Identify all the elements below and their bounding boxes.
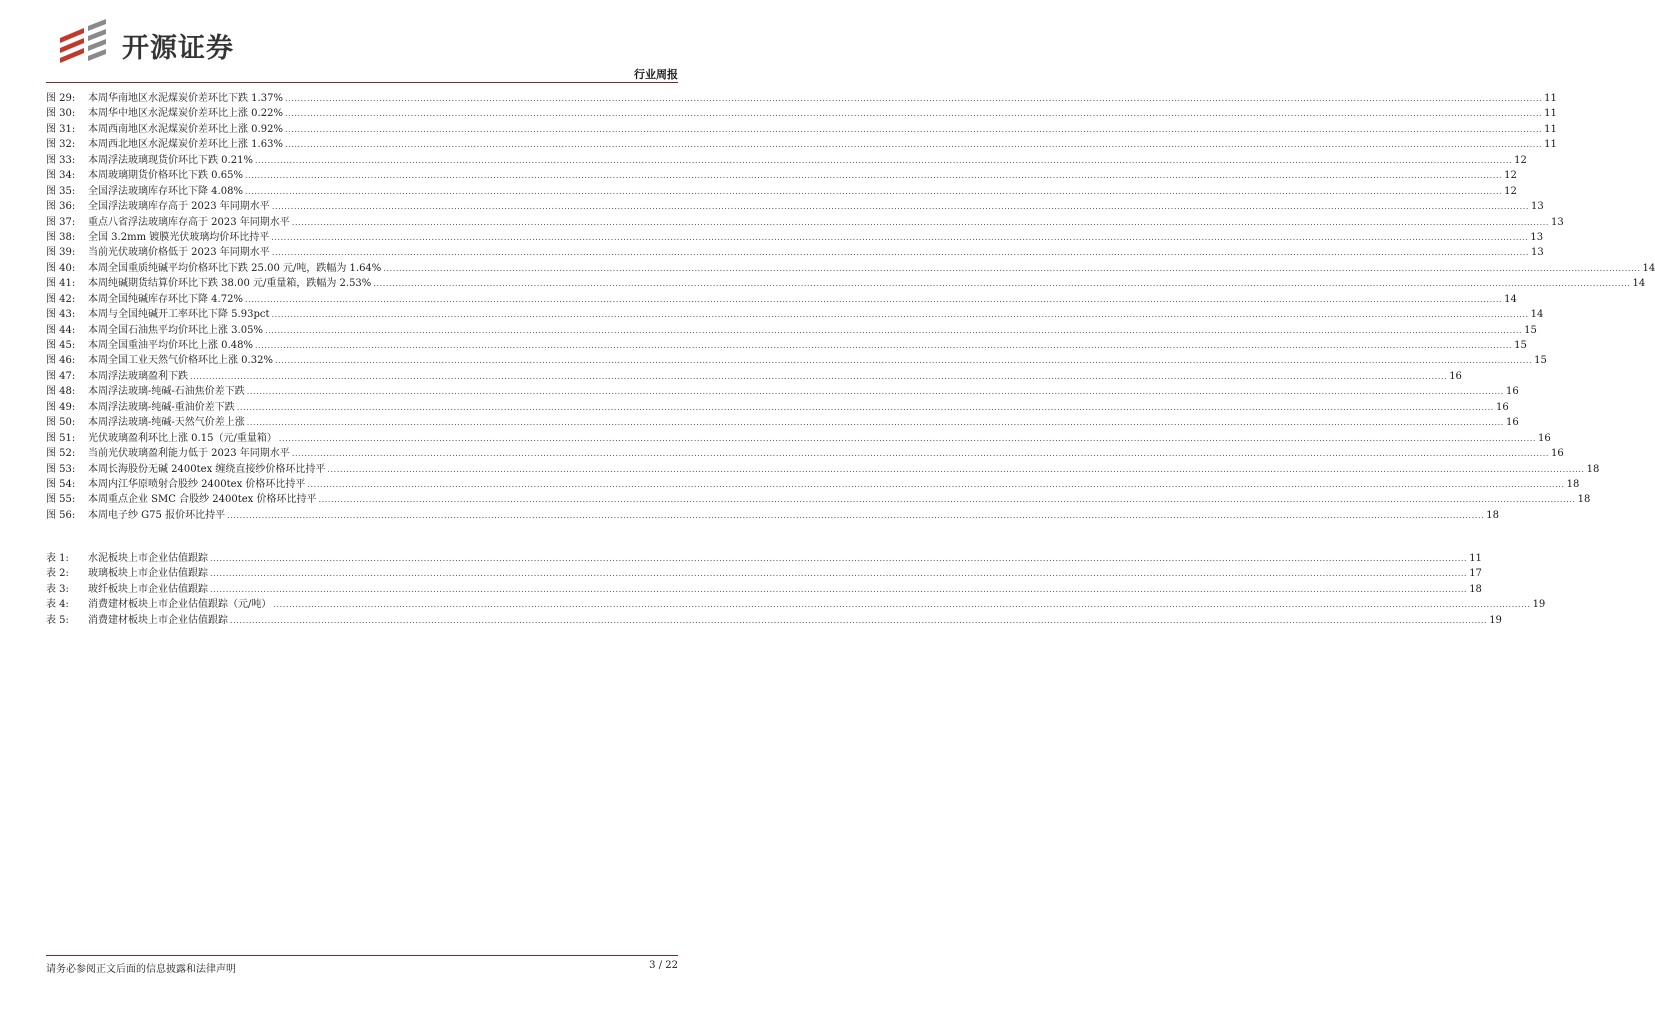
entry-label: 表 3: — [46, 583, 69, 595]
header-divider — [46, 82, 678, 83]
entry-label: 图 49: — [46, 401, 76, 413]
entry-page-number: 16 — [1505, 417, 1519, 429]
dot-leader: ................................................................................................................................................................................................................................................................................................................................................................................................................ — [246, 418, 1504, 428]
dot-leader: ................................................................................................................................................................................................................................................................................................................................................................................................................ — [271, 310, 1529, 320]
entry-title: 本周华中地区水泥煤炭价差环比上涨 0.22% — [88, 108, 283, 120]
entry-title: 本周西北地区水泥煤炭价差环比上涨 1.63% — [88, 139, 283, 151]
table-entry[interactable] — [46, 595, 1546, 611]
figure-entry[interactable] — [46, 398, 1509, 413]
table-entry[interactable] — [46, 564, 1482, 580]
table-entry[interactable] — [46, 549, 1482, 564]
entry-label: 图 45: — [46, 340, 76, 351]
footer-divider — [46, 955, 678, 956]
entry-label: 图 55: — [46, 494, 76, 506]
figure-entry[interactable] — [46, 197, 1544, 213]
entry-title: 消费建材板块上市企业估值跟踪 — [88, 614, 228, 626]
dot-leader: ................................................................................................................................................................................................................................................................................................................................................................................................................ — [210, 584, 1468, 594]
dot-leader: ................................................................................................................................................................................................................................................................................................................................................................................................................ — [210, 569, 1468, 579]
logo-mark-icon — [60, 19, 106, 63]
entry-page-number: 16 — [1495, 401, 1509, 413]
entry-title: 全国浮法玻璃库存环比下降 4.08% — [88, 185, 243, 197]
figure-entry[interactable] — [46, 475, 1580, 490]
entry-title: 本周浮法玻璃盈利下跌 — [88, 370, 188, 382]
figure-entry[interactable] — [46, 166, 1517, 182]
dot-leader: ................................................................................................................................................................................................................................................................................................................................................................................................................ — [244, 171, 1503, 181]
entry-label: 图 31: — [46, 123, 76, 135]
entry-page-number: 15 — [1514, 340, 1527, 351]
dot-leader: ................................................................................................................................................................................................................................................................................................................................................................................................................ — [383, 263, 1641, 273]
dot-leader: ................................................................................................................................................................................................................................................................................................................................................................................................................ — [273, 600, 1531, 610]
figure-entry[interactable] — [46, 243, 1544, 259]
entry-title: 本周全国工业天然气价格环比上涨 0.32% — [88, 355, 273, 367]
figure-index-list — [46, 89, 1655, 521]
entry-page-number: 18 — [1566, 478, 1580, 490]
entry-label: 图 51: — [46, 432, 76, 444]
dot-leader: ................................................................................................................................................................................................................................................................................................................................................................................................................ — [271, 202, 1529, 212]
figure-entry[interactable] — [46, 213, 1564, 228]
entry-page-number: 11 — [1544, 123, 1557, 135]
entry-title: 本周浮法玻璃-纯碱-重油价差下跌 — [88, 401, 235, 413]
dot-leader: ................................................................................................................................................................................................................................................................................................................................................................................................................ — [254, 155, 1513, 165]
figure-entry[interactable] — [46, 460, 1600, 475]
figure-entry[interactable] — [46, 182, 1517, 197]
dot-leader: ................................................................................................................................................................................................................................................................................................................................................................................................................ — [230, 615, 1488, 625]
entry-page-number: 14 — [1632, 278, 1646, 290]
entry-page-number: 18 — [1586, 463, 1600, 475]
entry-page-number: 18 — [1577, 494, 1591, 506]
entry-page-number: 13 — [1531, 201, 1544, 213]
entry-label: 表 5: — [46, 614, 69, 626]
dot-leader: ................................................................................................................................................................................................................................................................................................................................................................................................................ — [254, 341, 1513, 350]
document-type-label: 行业周报 — [634, 68, 678, 81]
dot-leader: ................................................................................................................................................................................................................................................................................................................................................................................................................ — [274, 356, 1533, 366]
entry-title: 本周全国纯碱库存环比下降 4.72% — [88, 293, 243, 305]
entry-page-number: 11 — [1544, 139, 1557, 151]
entry-page-number: 17 — [1469, 568, 1482, 580]
entry-title: 本周重点企业 SMC 合股纱 2400tex 价格环比持平 — [88, 494, 317, 506]
dot-leader: ................................................................................................................................................................................................................................................................................................................................................................................................................ — [190, 371, 1448, 381]
dot-leader: ................................................................................................................................................................................................................................................................................................................................................................................................................ — [278, 433, 1537, 443]
dot-leader: ................................................................................................................................................................................................................................................................................................................................................................................................................ — [284, 124, 1543, 134]
entry-page-number: 14 — [1530, 309, 1544, 321]
entry-page-number: 14 — [1642, 262, 1655, 274]
entry-label: 图 54: — [46, 478, 76, 490]
figure-entry[interactable] — [46, 382, 1519, 398]
entry-title: 消费建材板块上市企业估值跟踪（元/吨） — [88, 599, 272, 611]
figure-entry[interactable] — [46, 506, 1499, 521]
entry-label: 图 53: — [46, 463, 76, 475]
entry-page-number: 11 — [1544, 93, 1557, 104]
entry-page-number: 16 — [1505, 386, 1519, 398]
entry-title: 本周电子纱 G75 报价环比持平 — [88, 509, 226, 521]
entry-label: 图 29: — [46, 93, 76, 104]
figure-entry[interactable] — [46, 135, 1557, 151]
entry-title: 重点八省浮法玻璃库存高于 2023 年同期水平 — [88, 216, 290, 228]
logo-text: 开源证券 — [122, 33, 234, 64]
entry-label: 表 1: — [46, 553, 69, 564]
entry-title: 水泥板块上市企业估值跟踪 — [88, 553, 208, 564]
figure-entry[interactable] — [46, 274, 1646, 290]
entry-label: 图 40: — [46, 262, 76, 274]
dot-leader: ................................................................................................................................................................................................................................................................................................................................................................................................................ — [210, 554, 1468, 563]
entry-title: 本周全国重油平均价环比上涨 0.48% — [88, 340, 253, 351]
entry-page-number: 13 — [1531, 247, 1544, 259]
entry-label: 图 37: — [46, 216, 76, 228]
figure-entry[interactable] — [46, 104, 1557, 120]
entry-page-number: 11 — [1544, 108, 1557, 120]
dot-leader: ................................................................................................................................................................................................................................................................................................................................................................................................................ — [264, 325, 1523, 335]
entry-label: 图 33: — [46, 154, 76, 166]
entry-title: 本周华南地区水泥煤炭价差环比下跌 1.37% — [88, 93, 283, 104]
entry-page-number: 18 — [1469, 583, 1482, 595]
dot-leader: ................................................................................................................................................................................................................................................................................................................................................................................................................ — [291, 217, 1549, 227]
entry-title: 本周内江华原喷射合股纱 2400tex 价格环比持平 — [88, 478, 306, 490]
figure-entry[interactable] — [46, 228, 1544, 243]
figure-entry[interactable] — [46, 351, 1547, 367]
entry-title: 玻纤板块上市企业估值跟踪 — [88, 583, 208, 595]
entry-title: 本周西南地区水泥煤炭价差环比上涨 0.92% — [88, 123, 283, 135]
footer-disclaimer: 请务必参阅正文后面的信息披露和法律声明 — [46, 964, 236, 975]
dot-leader: ................................................................................................................................................................................................................................................................................................................................................................................................................ — [307, 479, 1565, 489]
entry-title: 本周全国重质纯碱平均价格环比下跌 25.00 元/吨，跌幅为 1.64% — [88, 262, 382, 274]
entry-page-number: 13 — [1551, 216, 1564, 228]
table-entry[interactable] — [46, 580, 1482, 595]
entry-title: 本周玻璃期货价格环比下跌 0.65% — [88, 170, 243, 182]
dot-leader: ................................................................................................................................................................................................................................................................................................................................................................................................................ — [327, 464, 1585, 474]
entry-label: 图 35: — [46, 185, 76, 197]
entry-label: 图 41: — [46, 278, 76, 290]
entry-page-number: 12 — [1504, 185, 1517, 197]
entry-page-number: 14 — [1504, 293, 1517, 305]
figure-entry[interactable] — [46, 120, 1557, 135]
entry-page-number: 16 — [1449, 370, 1462, 382]
table-index-list — [46, 549, 1546, 626]
figure-entry[interactable] — [46, 490, 1591, 506]
entry-label: 图 34: — [46, 170, 76, 182]
dot-leader: ................................................................................................................................................................................................................................................................................................................................................................................................................ — [318, 495, 1576, 505]
dot-leader: ................................................................................................................................................................................................................................................................................................................................................................................................................ — [373, 279, 1631, 289]
figure-entry[interactable] — [46, 89, 1557, 104]
entry-label: 图 56: — [46, 509, 76, 521]
dot-leader: ................................................................................................................................................................................................................................................................................................................................................................................................................ — [246, 387, 1504, 397]
dot-leader: ................................................................................................................................................................................................................................................................................................................................................................................................................ — [271, 248, 1529, 258]
entry-label: 表 4: — [46, 599, 69, 611]
entry-label: 图 30: — [46, 108, 76, 120]
entry-label: 图 44: — [46, 324, 76, 336]
entry-label: 图 52: — [46, 448, 76, 460]
entry-page-number: 19 — [1489, 614, 1502, 626]
entry-page-number: 12 — [1514, 154, 1527, 166]
entry-title: 本周纯碱期货结算价环比下跌 38.00 元/重量箱，跌幅为 2.53% — [88, 278, 372, 290]
entry-page-number: 15 — [1534, 355, 1547, 367]
entry-label: 图 42: — [46, 293, 76, 305]
dot-leader: ................................................................................................................................................................................................................................................................................................................................................................................................................ — [244, 294, 1503, 304]
dot-leader: ................................................................................................................................................................................................................................................................................................................................................................................................................ — [291, 449, 1549, 459]
entry-title: 全国浮法玻璃库存高于 2023 年同期水平 — [88, 201, 270, 213]
entry-label: 图 48: — [46, 386, 76, 398]
entry-page-number: 12 — [1504, 170, 1517, 182]
entry-title: 本周浮法玻璃-纯碱-石油焦价差下跌 — [88, 386, 245, 398]
dot-leader: ................................................................................................................................................................................................................................................................................................................................................................................................................ — [244, 186, 1503, 196]
figure-entry[interactable] — [46, 321, 1537, 336]
entry-label: 图 43: — [46, 309, 76, 321]
figure-entry[interactable] — [46, 367, 1462, 382]
dot-leader: ................................................................................................................................................................................................................................................................................................................................................................................................................ — [271, 232, 1529, 242]
entry-label: 图 32: — [46, 139, 76, 151]
entry-title: 本周浮法玻璃-纯碱-天然气价差上涨 — [88, 417, 245, 429]
figure-entry[interactable] — [46, 151, 1527, 166]
entry-title: 玻璃板块上市企业估值跟踪 — [88, 568, 208, 580]
table-entry[interactable] — [46, 611, 1502, 626]
entry-title: 本周长海股份无碱 2400tex 缠绕直接纱价格环比持平 — [88, 463, 326, 475]
dot-leader: ................................................................................................................................................................................................................................................................................................................................................................................................................ — [236, 402, 1494, 412]
figure-entry[interactable] — [46, 336, 1527, 351]
entry-label: 图 38: — [46, 231, 76, 243]
entry-label: 图 50: — [46, 417, 76, 429]
entry-title: 当前光伏玻璃价格低于 2023 年同期水平 — [88, 247, 270, 259]
entry-label: 图 39: — [46, 247, 76, 259]
figure-entry[interactable] — [46, 290, 1517, 305]
entry-title: 本周与全国纯碱开工率环比下降 5.93pct — [88, 309, 270, 321]
figure-entry[interactable] — [46, 259, 1655, 274]
entry-label: 图 36: — [46, 201, 76, 213]
figure-entry[interactable] — [46, 305, 1544, 321]
entry-page-number: 19 — [1532, 599, 1546, 611]
entry-label: 图 46: — [46, 355, 76, 367]
figure-entry[interactable] — [46, 429, 1551, 444]
dot-leader: ................................................................................................................................................................................................................................................................................................................................................................................................................ — [284, 140, 1543, 150]
dot-leader: ................................................................................................................................................................................................................................................................................................................................................................................................................ — [284, 109, 1543, 119]
entry-page-number: 16 — [1551, 448, 1564, 460]
entry-title: 光伏玻璃盈利环比上涨 0.15（元/重量箱） — [88, 432, 277, 444]
entry-title: 当前光伏玻璃盈利能力低于 2023 年同期水平 — [88, 448, 290, 460]
entry-title: 本周浮法玻璃现货价环比下跌 0.21% — [88, 154, 253, 166]
entry-page-number: 13 — [1530, 231, 1544, 243]
page-number: 3 / 22 — [649, 960, 678, 971]
entry-page-number: 16 — [1538, 432, 1551, 444]
dot-leader: ................................................................................................................................................................................................................................................................................................................................................................................................................ — [284, 94, 1543, 103]
entry-page-number: 15 — [1524, 324, 1537, 336]
dot-leader: ................................................................................................................................................................................................................................................................................................................................................................................................................ — [227, 510, 1485, 520]
entry-page-number: 11 — [1469, 553, 1482, 564]
figure-entry[interactable] — [46, 413, 1519, 429]
entry-title: 全国 3.2mm 镀膜光伏玻璃均价环比持平 — [88, 231, 270, 243]
entry-page-number: 18 — [1486, 509, 1499, 521]
entry-title: 本周全国石油焦平均价环比上涨 3.05% — [88, 324, 263, 336]
entry-label: 图 47: — [46, 370, 76, 382]
figure-entry[interactable] — [46, 444, 1564, 460]
entry-label: 表 2: — [46, 568, 69, 580]
